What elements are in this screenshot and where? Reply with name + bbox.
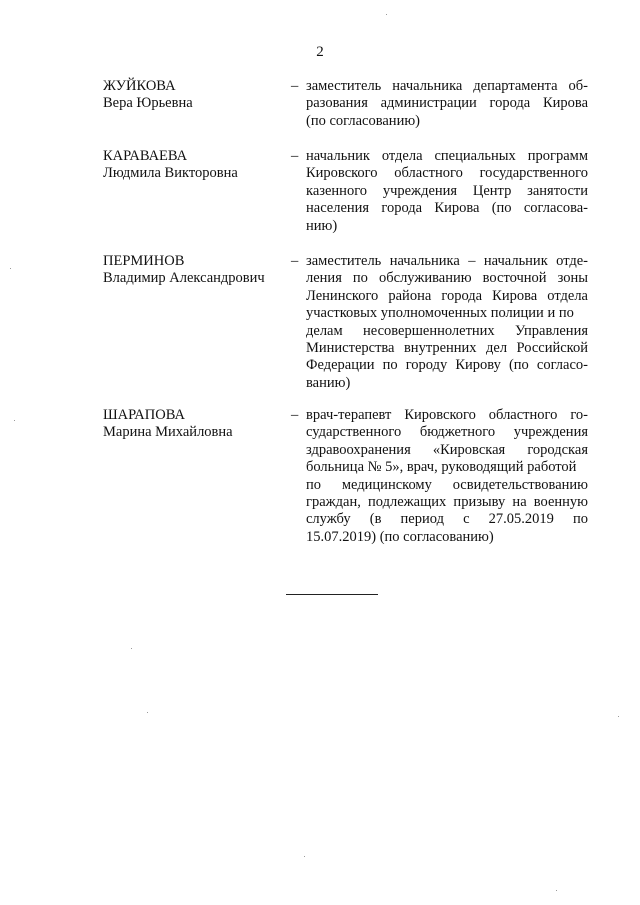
member-role [306, 148, 588, 235]
role-line: делам несовершеннолетних Управления [306, 322, 588, 339]
scan-speck [10, 268, 11, 269]
closing-separator-line [286, 594, 378, 595]
entry-dash: – [291, 78, 299, 94]
scan-speck [131, 648, 132, 649]
role-line: начальник отдела специальных программ [306, 148, 588, 164]
entry-dash: – [291, 253, 299, 269]
role-line: Кировского областного государственного [306, 165, 588, 182]
scan-speck [147, 712, 148, 713]
member-given-names: Марина Михайловна [103, 424, 233, 441]
member-given-names: Вера Юрьевна [103, 95, 193, 112]
role-line: ванию) [306, 374, 351, 391]
member-given-names: Людмила Викторовна [103, 165, 238, 182]
role-line: Министерства внутренних дел Российской [306, 340, 588, 357]
entry-dash: – [291, 407, 299, 423]
scan-speck [556, 890, 557, 891]
role-line: участковых уполномоченных полиции и по [306, 305, 574, 322]
member-name [103, 253, 283, 288]
role-line: (по согласованию) [306, 112, 420, 129]
member-name [103, 407, 283, 442]
role-line: граждан, подлежащих призыву на военную [306, 494, 588, 511]
role-line: населения города Кирова (по согласова- [306, 200, 588, 217]
role-line: службу (в период с 27.05.2019 по [306, 511, 588, 528]
member-name [103, 148, 283, 183]
member-surname: ПЕРМИНОВ [103, 253, 185, 269]
role-line: больница № 5», врач, руководящий работой [306, 459, 577, 476]
role-line: здравоохранения «Кировская городская [306, 441, 588, 458]
role-line: заместитель начальника департамента об- [306, 78, 588, 94]
role-line: 15.07.2019) (по согласованию) [306, 528, 494, 545]
role-line: сударственного бюджетного учреждения [306, 424, 588, 441]
member-role [306, 407, 588, 546]
member-role [306, 78, 588, 130]
member-given-names: Владимир Александрович [103, 270, 265, 287]
role-line: Федерации по городу Кирову (по согласо- [306, 357, 588, 374]
role-line: врач-терапевт Кировского областного го- [306, 407, 588, 423]
member-name [103, 78, 283, 113]
role-line: заместитель начальника – начальник отде- [306, 253, 588, 269]
scan-speck [618, 716, 619, 717]
scan-speck [386, 14, 387, 15]
scan-speck [14, 420, 15, 421]
entry-dash: – [291, 148, 299, 164]
role-line: ления по обслуживанию восточной зоны [306, 270, 588, 287]
role-line: разования администрации города Кирова [306, 95, 588, 112]
scan-speck [304, 856, 305, 857]
member-surname: ШАРАПОВА [103, 407, 185, 423]
member-role [306, 253, 588, 392]
member-surname: КАРАВАЕВА [103, 148, 188, 164]
role-line: по медицинскому освидетельствованию [306, 476, 588, 493]
role-line: казенного учреждения Центр занятости [306, 182, 588, 199]
member-surname: ЖУЙКОВА [103, 78, 176, 94]
role-line: Ленинского района города Кирова отдела [306, 287, 588, 304]
role-line: нию) [306, 217, 338, 234]
page-number: 2 [316, 44, 324, 60]
